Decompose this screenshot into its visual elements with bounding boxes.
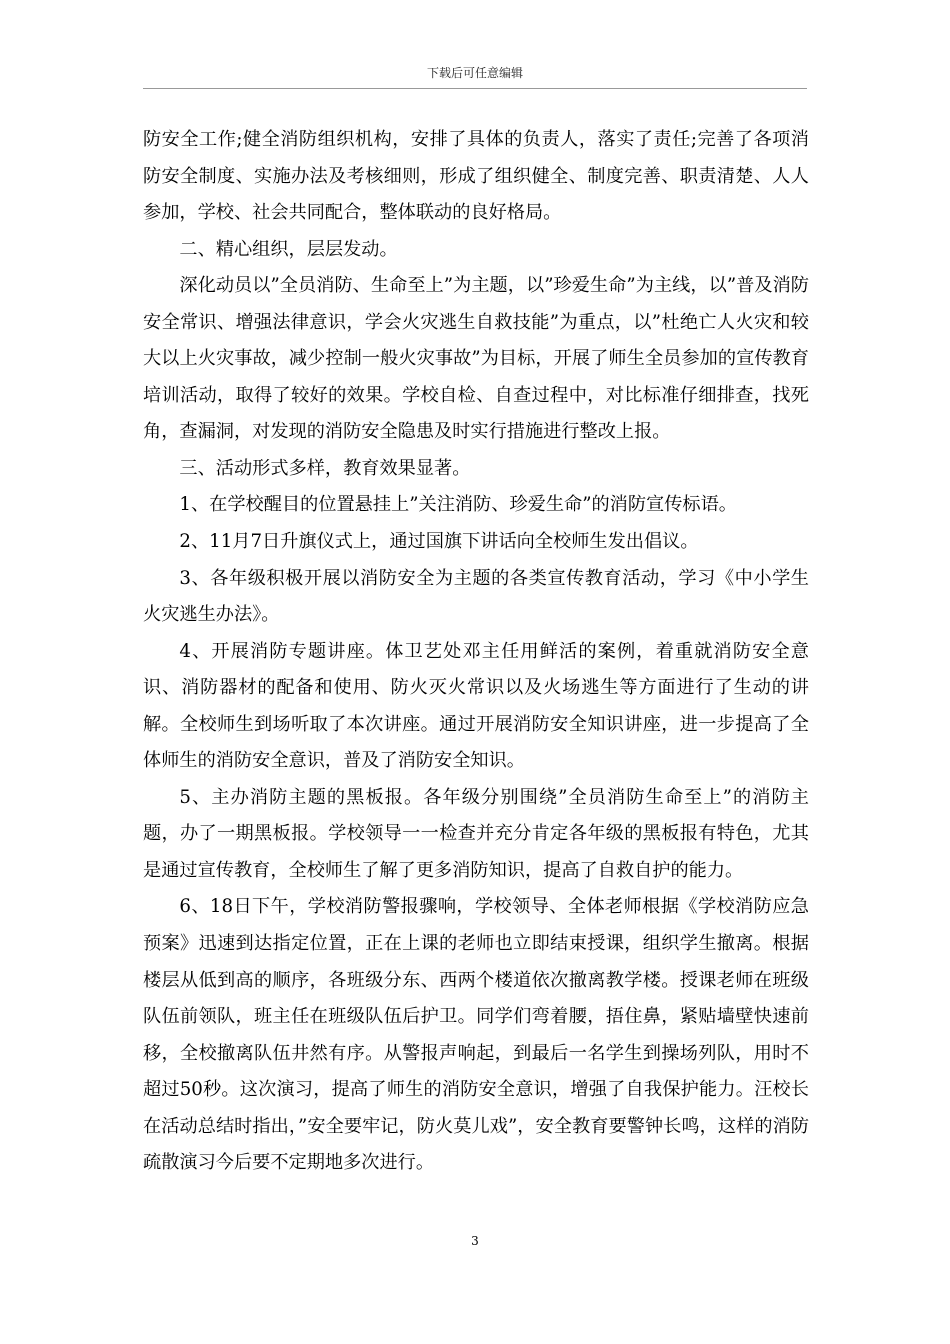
section-heading-3: 三、活动形式多样，教育效果显著。 — [179, 457, 471, 479]
document-body — [143, 122, 809, 1182]
paragraph-mobilization: 深化动员以”全员消防、生命至上”为主题，以”珍爱生命”为主线，以”普及消防安全常识、增强法律意识，学会火灾逃生自救技能”为重点，以”杜绝亡人火灾和较大以上火灾事故，减少控制一般火灾事故”为目标，开展了师生全员参加的宣传教育培训活动，取得了较好的效果。学校自检、自查过程中，对比标准仔细排查，找死角，查漏洞，对发现的消防安全隐患及时实行措施进行整改上报。 — [143, 275, 809, 443]
list-item-2: 2、11月7日升旗仪式上，通过国旗下讲话向全校师生发出倡议。 — [179, 531, 699, 553]
list-item-5: 5、主办消防主题的黑板报。各年级分别围绕”全员消防生命至上”的消防主题，办了一期黑板报。学校领导一一检查并充分肯定各年级的黑板报有特色，尤其是通过宣传教育，全校师生了解了更多消防知识，提高了自救自护的能力。 — [143, 786, 809, 881]
page-header: 下载后可任意编辑 — [426, 66, 523, 80]
header-divider — [143, 88, 807, 89]
paragraph-continued: 防安全工作;健全消防组织机构，安排了具体的负责人，落实了责任;完善了各项消防安全制度、实施办法及考核细则，形成了组织健全、制度完善、职责清楚、人人参加，学校、社会共同配合，整体联动的良好格局。 — [143, 129, 809, 224]
page-number: 3 — [471, 1234, 479, 1248]
list-item-1: 1、在学校醒目的位置悬挂上”关注消防、珍爱生命”的消防宣传标语。 — [179, 494, 737, 516]
list-item-6: 6、18日下午，学校消防警报骤响，学校领导、全体老师根据《学校消防应急预案》迅速到达指定位置，正在上课的老师也立即结束授课，组织学生撤离。根据楼层从低到高的顺序，各班级分东、西两个楼道依次撤离教学楼。授课老师在班级队伍前领队，班主任在班级队伍后护卫。同学们弯着腰，捂住鼻，紧贴墙壁快速前移，全校撤离队伍井然有序。从警报声响起，到最后一名学生到操场列队，用时不超过50秒。这次演习，提高了师生的消防安全意识，增强了自我保护能力。汪校长在活动总结时指出，”安全要牢记，防火莫儿戏”，安全教育要警钟长鸣，这样的消防疏散演习今后要不定期地多次进行。 — [143, 896, 809, 1174]
list-item-4: 4、开展消防专题讲座。体卫艺处邓主任用鲜活的案例，着重就消防安全意识、消防器材的配备和使用、防火灭火常识以及火场逃生等方面进行了生动的讲解。全校师生到场听取了本次讲座。通过开展消防安全知识讲座，进一步提高了全体师生的消防安全意识，普及了消防安全知识。 — [143, 640, 809, 772]
section-heading-2: 二、精心组织，层层发动。 — [179, 238, 398, 260]
list-item-3: 3、各年级积极开展以消防安全为主题的各类宣传教育活动，学习《中小学生火灾逃生办法》。 — [143, 567, 809, 626]
